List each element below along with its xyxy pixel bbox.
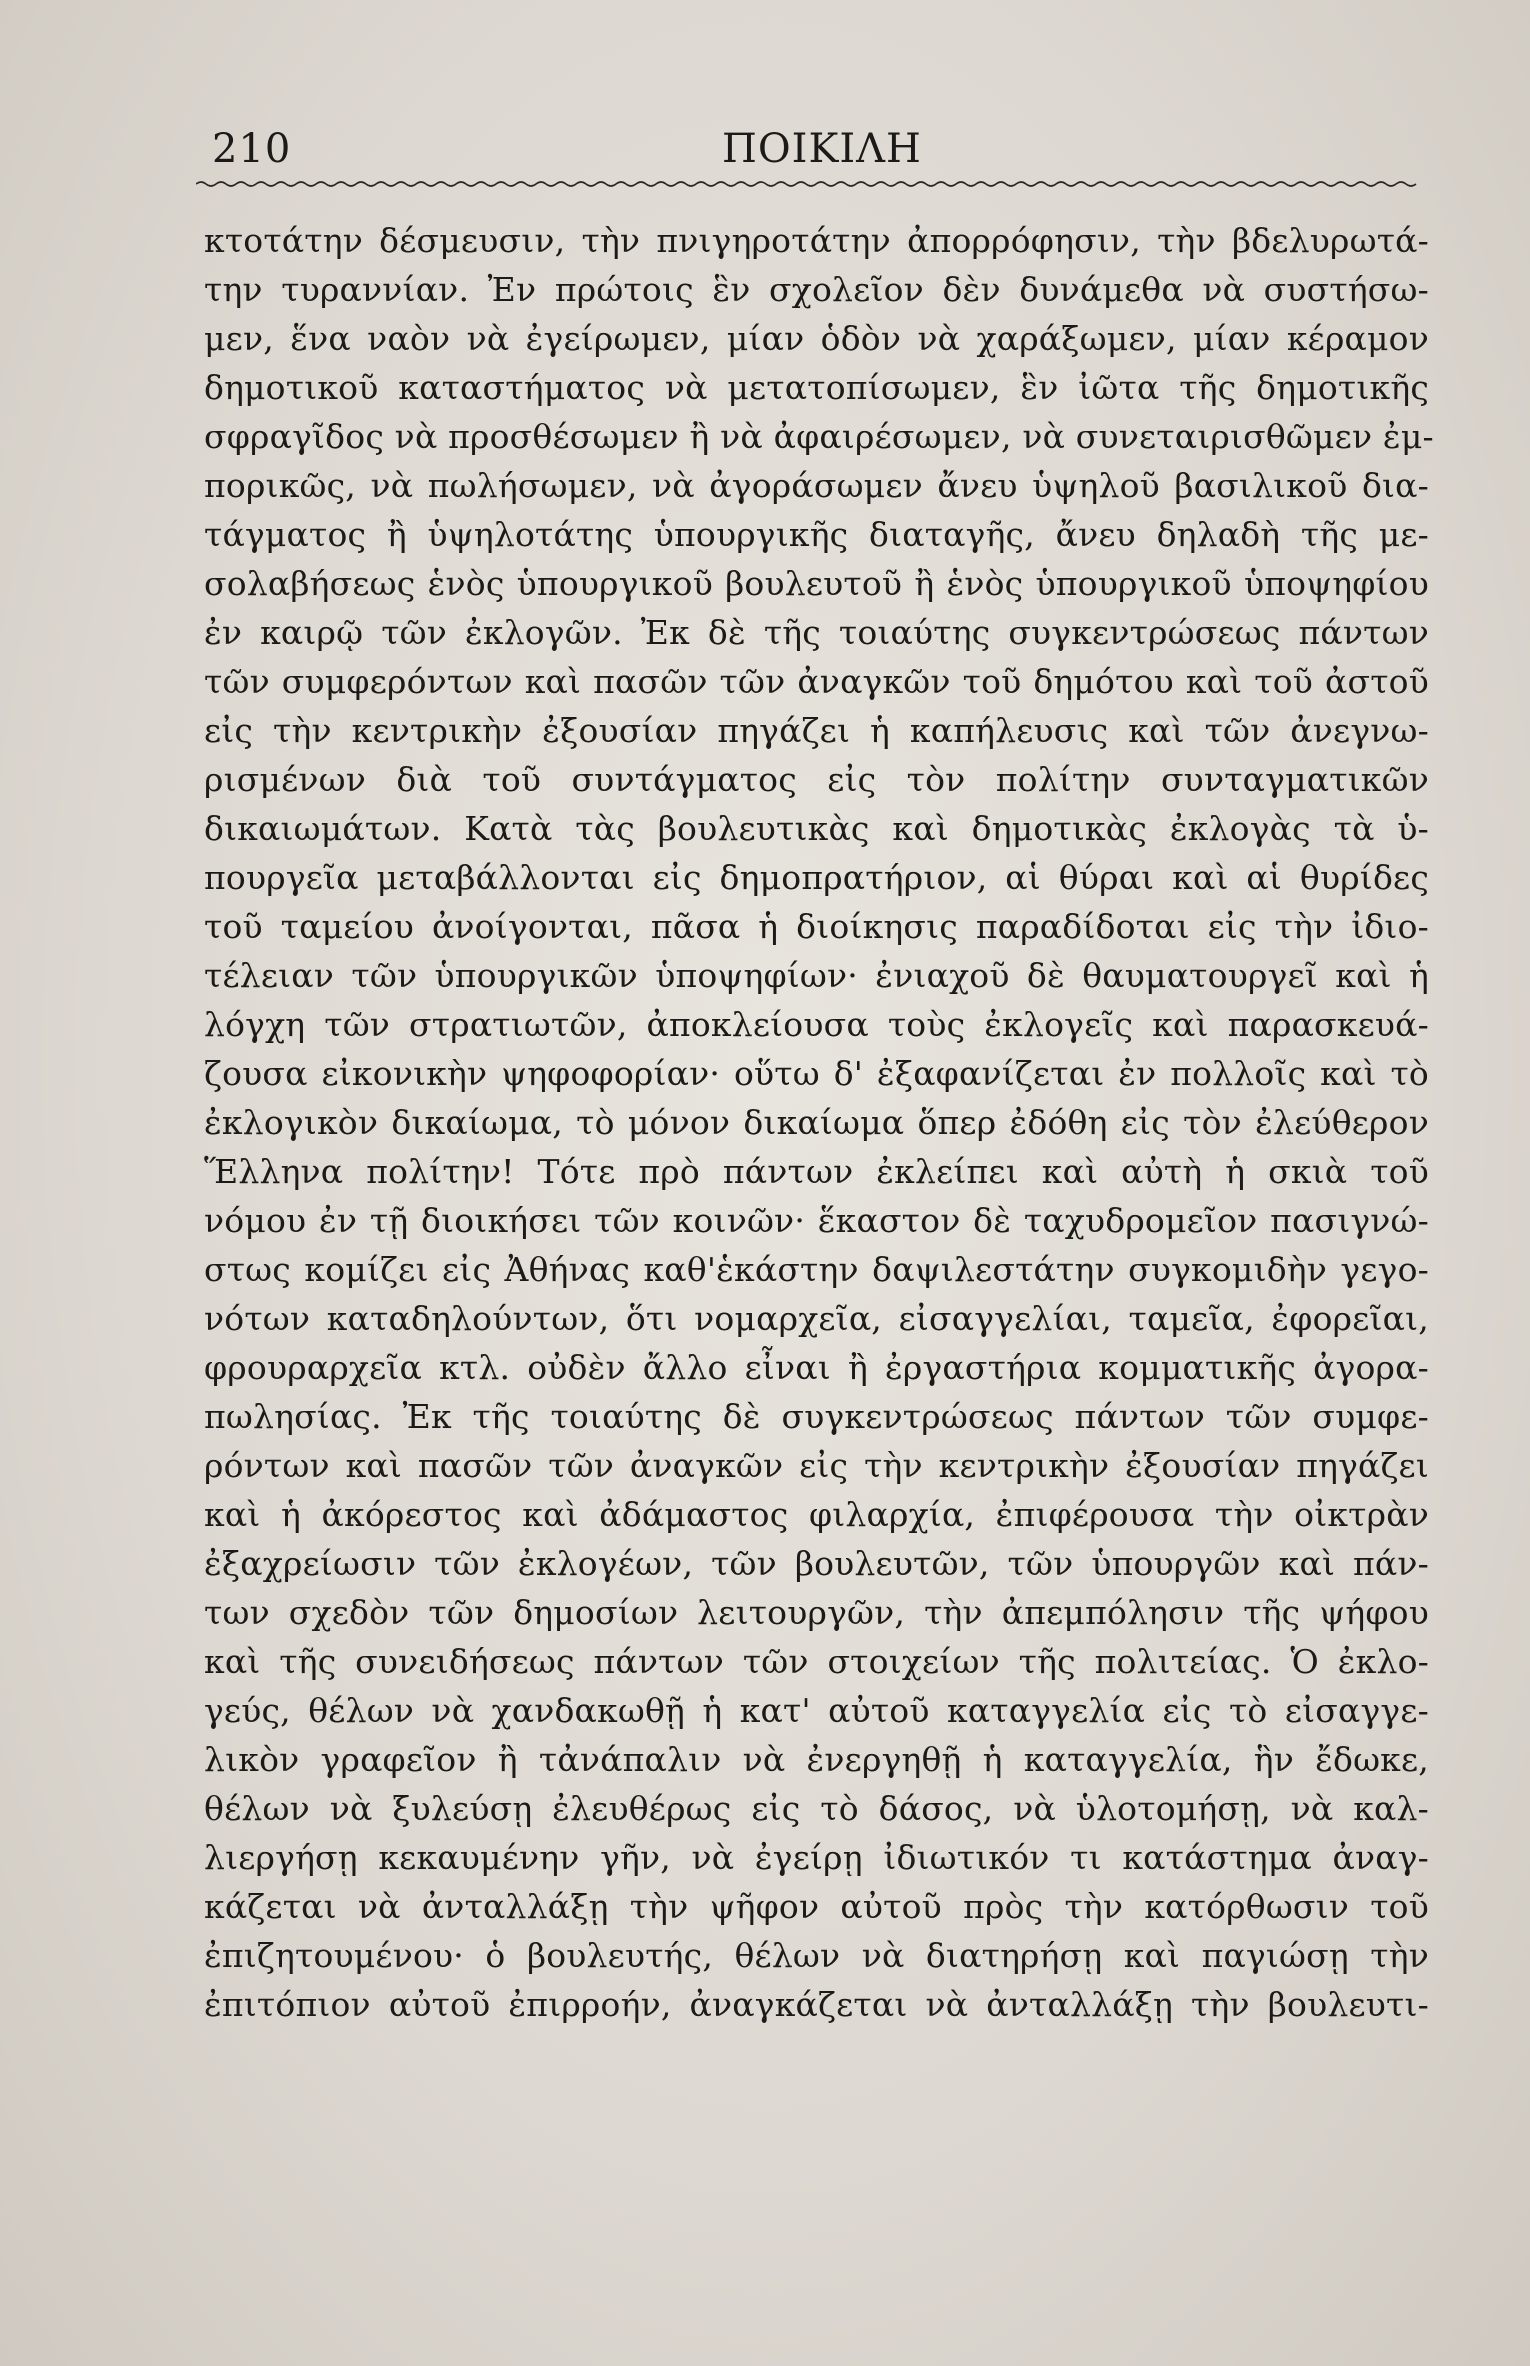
text-line: ἐκλογικὸν δικαίωμα, τὸ μόνον δικαίωμα ὅπερ ἐδόθη εἰς τὸν ἐλεύθερον [204,1103,1429,1142]
body-text [204,216,1434,2029]
text-line: ἐν καιρῷ τῶν ἐκλογῶν. Ἐκ δὲ τῆς τοιαύτης συγκεντρώσεως πάντων [204,613,1429,652]
text-line: δημοτικοῦ καταστήματος νὰ μετατοπίσωμεν, ἓν ἰῶτα τῆς δημοτικῆς [204,368,1429,407]
text-line: ζουσα εἰκονικὴν ψηφοφορίαν· οὕτω δ' ἐξαφανίζεται ἐν πολλοῖς καὶ τὸ [204,1054,1429,1093]
text-line: σφραγῖδος νὰ προσθέσωμεν ἢ νὰ ἀφαιρέσωμεν, νὰ συνεταιρισθῶμεν ἐμ- [204,417,1434,456]
text-line: λιεργήσῃ κεκαυμένην γῆν, νὰ ἐγείρῃ ἰδιωτικόν τι κατάστημα ἀναγ- [204,1838,1429,1877]
text-line: τάγματος ἢ ὑψηλοτάτης ὑπουργικῆς διαταγῆς, ἄνευ δηλαδὴ τῆς με- [204,515,1429,554]
text-line: πορικῶς, νὰ πωλήσωμεν, νὰ ἀγοράσωμεν ἄνευ ὑψηλοῦ βασιλικοῦ δια- [204,466,1429,505]
text-line: κάζεται νὰ ἀνταλλάξῃ τὴν ψῆφον αὐτοῦ πρὸς τὴν κατόρθωσιν τοῦ [204,1887,1429,1926]
text-line: ρόντων καὶ πασῶν τῶν ἀναγκῶν εἰς τὴν κεντρικὴν ἐξουσίαν πηγάζει [204,1446,1429,1485]
text-line: ρισμένων διὰ τοῦ συντάγματος εἰς τὸν πολίτην συνταγματικῶν [204,760,1429,799]
text-line: ἐπιτόπιον αὐτοῦ ἐπιρροήν, ἀναγκάζεται νὰ ἀνταλλάξῃ τὴν βουλευτι- [204,1985,1429,2024]
text-line: Ἕλληνα πολίτην! Τότε πρὸ πάντων ἐκλείπει καὶ αὐτὴ ἡ σκιὰ τοῦ [204,1152,1429,1191]
header-wavy-rule [196,180,1421,188]
text-line: πωλησίας. Ἐκ τῆς τοιαύτης δὲ συγκεντρώσεως πάντων τῶν συμφε- [204,1397,1429,1436]
text-line: ἐπιζητουμένου· ὁ βουλευτής, θέλων νὰ διατηρήσῃ καὶ παγιώσῃ τὴν [204,1936,1429,1975]
text-line: γεύς, θέλων νὰ χανδακωθῇ ἡ κατ' αὐτοῦ καταγγελία εἰς τὸ εἰσαγγε- [204,1691,1429,1730]
text-line: των σχεδὸν τῶν δημοσίων λειτουργῶν, τὴν ἀπεμπόλησιν τῆς ψήφου [204,1593,1429,1632]
text-line: στως κομίζει εἰς Ἀθήνας καθ'ἑκάστην δαψιλεστάτην συγκομιδὴν γεγο- [204,1250,1429,1289]
text-line: κτοτάτην δέσμευσιν, τὴν πνιγηροτάτην ἀπορρόφησιν, τὴν βδελυρωτά- [204,221,1429,260]
text-line: δικαιωμάτων. Κατὰ τὰς βουλευτικὰς καὶ δημοτικὰς ἐκλογὰς τὰ ὑ- [204,809,1429,848]
text-line: εἰς τὴν κεντρικὴν ἐξουσίαν πηγάζει ἡ καπήλευσις καὶ τῶν ἀνεγνω- [204,711,1429,750]
text-line: τοῦ ταμείου ἀνοίγονται, πᾶσα ἡ διοίκησις παραδίδοται εἰς τὴν ἰδιο- [204,907,1429,946]
text-line: πουργεῖα μεταβάλλονται εἰς δημοπρατήριον, αἱ θύραι καὶ αἱ θυρίδες [204,858,1429,897]
text-line: νότων καταδηλούντων, ὅτι νομαρχεῖα, εἰσαγγελίαι, ταμεῖα, ἐφορεῖαι, [204,1299,1429,1338]
text-line: την τυραννίαν. Ἐν πρώτοις ἓν σχολεῖον δὲν δυνάμεθα νὰ συστήσω- [204,270,1429,309]
text-line: λικὸν γραφεῖον ἢ τἀνάπαλιν νὰ ἐνεργηθῇ ἡ καταγγελία, ἣν ἔδωκε, [204,1740,1429,1779]
text-line: φρουραρχεῖα κτλ. οὐδὲν ἄλλο εἶναι ἢ ἐργαστήρια κομματικῆς ἀγορα- [204,1348,1429,1387]
text-line: τῶν συμφερόντων καὶ πασῶν τῶν ἀναγκῶν τοῦ δημότου καὶ τοῦ ἀστοῦ [204,662,1429,701]
text-line: καὶ ἡ ἀκόρεστος καὶ ἀδάμαστος φιλαρχία, ἐπιφέρουσα τὴν οἰκτρὰν [204,1495,1429,1534]
page-number: 210 [212,126,292,172]
running-title: ΠΟΙΚΙΛΗ [722,126,922,172]
text-line: καὶ τῆς συνειδήσεως πάντων τῶν στοιχείων τῆς πολιτείας. Ὁ ἐκλο- [204,1642,1429,1681]
text-line: ἐξαχρείωσιν τῶν ἐκλογέων, τῶν βουλευτῶν, τῶν ὑπουργῶν καὶ πάν- [204,1544,1429,1583]
text-line: μεν, ἕνα ναὸν νὰ ἐγείρωμεν, μίαν ὁδὸν νὰ χαράξωμεν, μίαν κέραμον [204,319,1429,358]
text-line: θέλων νὰ ξυλεύσῃ ἐλευθέρως εἰς τὸ δάσος, νὰ ὑλοτομήσῃ, νὰ καλ- [204,1789,1429,1828]
page-header [196,118,1421,178]
text-line: τέλειαν τῶν ὑπουργικῶν ὑποψηφίων· ἐνιαχοῦ δὲ θαυματουργεῖ καὶ ἡ [204,956,1429,995]
text-line: σολαβήσεως ἑνὸς ὑπουργικοῦ βουλευτοῦ ἢ ἑνὸς ὑπουργικοῦ ὑποψηφίου [204,564,1429,603]
text-line: λόγχη τῶν στρατιωτῶν, ἀποκλείουσα τοὺς ἐκλογεῖς καὶ παρασκευά- [204,1005,1429,1044]
text-line: νόμου ἐν τῇ διοικήσει τῶν κοινῶν· ἕκαστον δὲ ταχυδρομεῖον πασιγνώ- [204,1201,1429,1240]
